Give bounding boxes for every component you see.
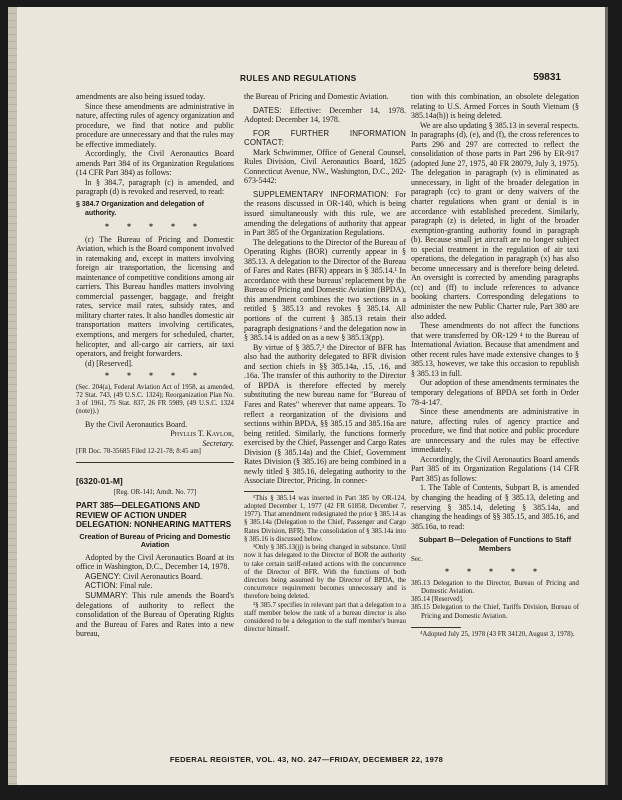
footnote: ⁴Adopted July 25, 1978 (43 FR 34120, August 3, 1978).: [420, 630, 575, 638]
dates-line: [244, 106, 406, 125]
billing-code: [6320-01-M]: [76, 476, 123, 487]
agency-label: AGENCY:: [85, 571, 121, 581]
ellipsis-stars: * * * * *: [105, 222, 205, 232]
part-heading: PART 385—DELEGATIONS AND REVIEW OF ACTION UNDER DELEGATION: NONHEARING MATTERS: [76, 501, 232, 530]
fr-doc-line: [FR Doc. 78-35685 Filed 12-21-78; 8:45 am]: [76, 448, 201, 456]
paragraph: (d) [Reserved].: [85, 358, 134, 368]
paragraph: amendments are also being issued today.: [76, 92, 206, 101]
contact-value: Mark Schwimmer, Office of General Counsel, Rules Division, Civil Aeronautics Board, 1825 Connecticut Avenue, NW., Washington, D.C., 202-673-5442:: [244, 147, 406, 186]
footnote-rule: [411, 627, 461, 628]
action-label: ACTION:: [85, 581, 118, 591]
document-page: [8, 7, 608, 785]
action-line: [76, 581, 234, 591]
page-footer: FEDERAL REGISTER, VOL. 43, NO. 247—FRIDAY, DECEMBER 22, 1978: [169, 755, 444, 764]
reg-line: [Reg. OR-141; Amdt. No. 77]: [113, 488, 197, 496]
binding-edge: [8, 7, 17, 785]
toc-entry: 385.13 Delegation to the Director, Bureau of Pricing and Domestic Aviation.: [411, 579, 579, 595]
paragraph: Adopted by the Civil Aeronautics Board at its office in Washington, D.C., December 14, 1978.: [76, 552, 234, 572]
subpart-heading: Subpart B—Delegation of Functions to Staff Members: [418, 535, 572, 553]
paragraph: Since these amendments are administrative in nature, affecting rules of agency practice and procedure, we find that notice and public procedure are unnecessary and the rules may be effective immediately.: [411, 407, 579, 455]
page-number: 59831: [533, 72, 561, 83]
contact-label: FOR FURTHER INFORMATION CONTACT:: [244, 128, 406, 148]
divider: [76, 462, 234, 467]
column-1: [76, 92, 234, 639]
signer-title: Secretary.: [202, 438, 234, 448]
summary-value: This rule amends the Board's delegations of authority to reflect the consolidation of the Bureau of Operating Rights and the Bureau of Fares and Rates into a new bureau,: [76, 590, 234, 639]
paragraph: By the Civil Aeronautics Board.: [85, 419, 188, 429]
dates-label: DATES:: [253, 105, 282, 115]
paragraph: the Bureau of Pricing and Domestic Aviation.: [244, 92, 389, 101]
column-2: [244, 92, 406, 634]
paragraph: By virtue of § 385.7,³ the Director of BFR has also had the authority delegated to BFR division and section chiefs in §§ 385.14a, .15, .16, and .16a. The transfer of this authority to the Director of BPDA is therefore effected by merely substituting the new bureau name for "Bureau of Fares and Rates" wherever that name appears. To reflect a reorganization of the divisions and sections within BPDA, §§ 385.15 and 385.16a are being retitled. Similarly, the functions formerly exercised by the Chief, Passenger and Cargo Rates Division (§ 385.14a) and the Chief, Government Rates Division (§ 385.16) are being combined in a newly titled § 385.16, delegating authority to the Associate Director, Pricing. In connec-: [244, 342, 406, 486]
paragraph: tion with this combination, an obsolete delegation relating to U.S. Armed Forces in South Vietnam (§ 385.14a(h)) is being deleted.: [411, 92, 579, 121]
paragraph: (c) The Bureau of Pricing and Domestic Aviation, which is the Board component involved in ratemaking and, except in matters involving foreign air transportation, the licensing and maintenance of competitive conditions among air carriers. This Bureau handles matters involving commercial passenger, baggage, and freight rates, service mail rates, subsidy rates, and military charter rates. It also handles domestic air transportation matters involving certificates, exemptions, and mergers for scheduled, charter, helicopter, and all-cargo air carriers, air taxi operators, and freight forwarders.: [76, 234, 234, 359]
signer-name: Phyllis T. Kaylor,: [170, 429, 234, 439]
dates-value: Effective: December 14, 1978. Adopted: December 14, 1978.: [244, 105, 407, 125]
table-of-contents: [411, 580, 579, 621]
footnote: ³§ 385.7 specifies in relevant part that a delegation to a staff member below the rank of a bureau director is also considered to be a delegation to the staff member's bureau director himself.: [244, 601, 406, 634]
paragraph: The delegations to the Director of the Bureau of Operating Rights (BOR) currently appear in § 385.13. A delegation to the Director of the Bureau of Fares and Rates (BFR) appears in § 385.14.¹ In accordance with these bureaus' replacement by the Bureau of Pricing and Domestic Aviation (BPDA), this amendment combines the two sections in a retitled § 385.13 and revokes § 385.14. All portions of the current § 385.13 retain their paragraph designations ² and the delegation now in § 385.14 is added on as a new § 385.13(pp).: [244, 237, 406, 343]
sec-label: Sec.: [411, 555, 423, 563]
running-header-title: RULES AND REGULATIONS: [240, 73, 357, 83]
supplementary-line: [244, 190, 406, 238]
agency-value: Civil Aeronautics Board.: [122, 571, 203, 581]
toc-entry: 385.15 Delegation to the Chief, Tariffs Division, Bureau of Pricing and Domestic Aviation.: [411, 604, 579, 620]
footnote-rule: [244, 491, 294, 492]
authority-citation: (Sec. 204(a), Federal Aviation Act of 1958, as amended, 72 Stat. 743, (49 U.S.C. 1324); Reorganization Plan No. 3 of 1961, 75 Stat. 837, 26 FR 5989, (49 U.S.C. 1324 (note)).): [76, 383, 234, 416]
supplementary-label: SUPPLEMENTARY INFORMATION:: [253, 189, 389, 199]
ellipsis-stars: * * * * *: [445, 567, 545, 577]
paragraph: Accordingly, the Civil Aeronautics Board amends Part 385 of its Organization Regulations (14 CFR Part 385) as follows:: [411, 454, 579, 483]
footnote: ¹This § 385.14 was inserted in Part 385 by OR-124, adopted December 1, 1977 (42 FR 61858, December 7, 1977). That amendment redesignated the prior § 385.14 as § 385.14a (Delegation to the Chief, Passenger and Cargo Rates Division, BFR). The consolidation of § 385.14a into § 385.16 is discussed below.: [244, 494, 406, 543]
paragraph: 1. The Table of Contents, Subpart B, is amended by changing the heading of § 385.13, deleting and reserving § 385.14, deleting § 385.14a, and changing the headings of §§ 385.15, and 385.16, and 385.16a, to read:: [411, 483, 579, 531]
agency-line: [76, 572, 234, 582]
sub-heading: Creation of Bureau of Pricing and Domestic Aviation: [79, 531, 231, 550]
ellipsis-stars: * * * * *: [105, 371, 205, 381]
paragraph: Our adoption of these amendments terminates the temporary delegations of BPDA set forth in Order 78-4-147.: [411, 378, 579, 407]
summary-label: SUMMARY:: [85, 590, 128, 600]
toc-entry: 385.14 [Reserved].: [411, 596, 464, 604]
paragraph: These amendments do not affect the functions that were transferred by OR-129 ⁴ to the Bureau of International Aviation. Because that amendment and other recent rules have made extensive changes to § 385.13, however, we take this occasion to republish § 385.13 in full.: [411, 321, 579, 378]
section-heading: § 384.7 Organization and delegation of authority.: [76, 201, 204, 217]
summary-line: [76, 591, 234, 639]
paragraph: Since these amendments are administrative in nature, affecting rules of agency organization and procedure, we find that notice and public procedure are unnecessary and that the rules may be effective immediately.: [76, 101, 234, 149]
paragraph: Accordingly, the Civil Aeronautics Board amends Part 384 of its Organization Regulations (14 CFR Part 384) as follows:: [76, 149, 234, 178]
footnote: ²Only § 385.13(jj) is being changed in substance. Until now it has delegated to the Director of BOR the authority to take certain tariff-related actions with the concurrence of the Director of BFR. With the functions of both directors being assumed by the Director of BPDA, the concurrence requirement becomes unnecessary and is therefore being deleted.: [244, 544, 406, 601]
paragraph: In § 384.7, paragraph (c) is amended, and paragraph (d) is revoked and reserved, to read:: [76, 177, 234, 197]
action-value: Final rule.: [119, 581, 153, 591]
paragraph: We are also updating § 385.13 in several respects. In paragraphs (d), (e), and (f), the cross references to Parts 296 and 297 are corrected to reflect the consolidation of those parts in Part 296 by ER-917 (adopted June 27, 1975, 40 FR 28079, July 3, 1975). The delegation in paragraph (v) is eliminated as unnecessary, in light of the broader delegation in paragraph (cc) to grant or deny waivers of the charter regulations when grant or denial is in accordance with established precedent. Similarly, paragraph (z) is deleted, in light of the broader exemption-granting authority found in paragraph (b). Because small jet aircraft are no longer subject to special treatment in the regulation of air taxi operations, the delegation in paragraph (x) has also become unnecessary and is therefore being deleted. An oversight is corrected by amending paragraphs (cc) and (ff) to include references to advance booking charters. Corresponding delegations to administer the new Public Charter rule, Part 380 are also added.: [411, 120, 579, 321]
supplementary-value: For the reasons discussed in OR-140, which is being issued simultaneously with this rule, we are amending the delegations of authority that appear in Part 385 of the Organization Regulations.: [244, 189, 406, 238]
footnotes: [244, 495, 406, 634]
column-3: [411, 92, 579, 639]
